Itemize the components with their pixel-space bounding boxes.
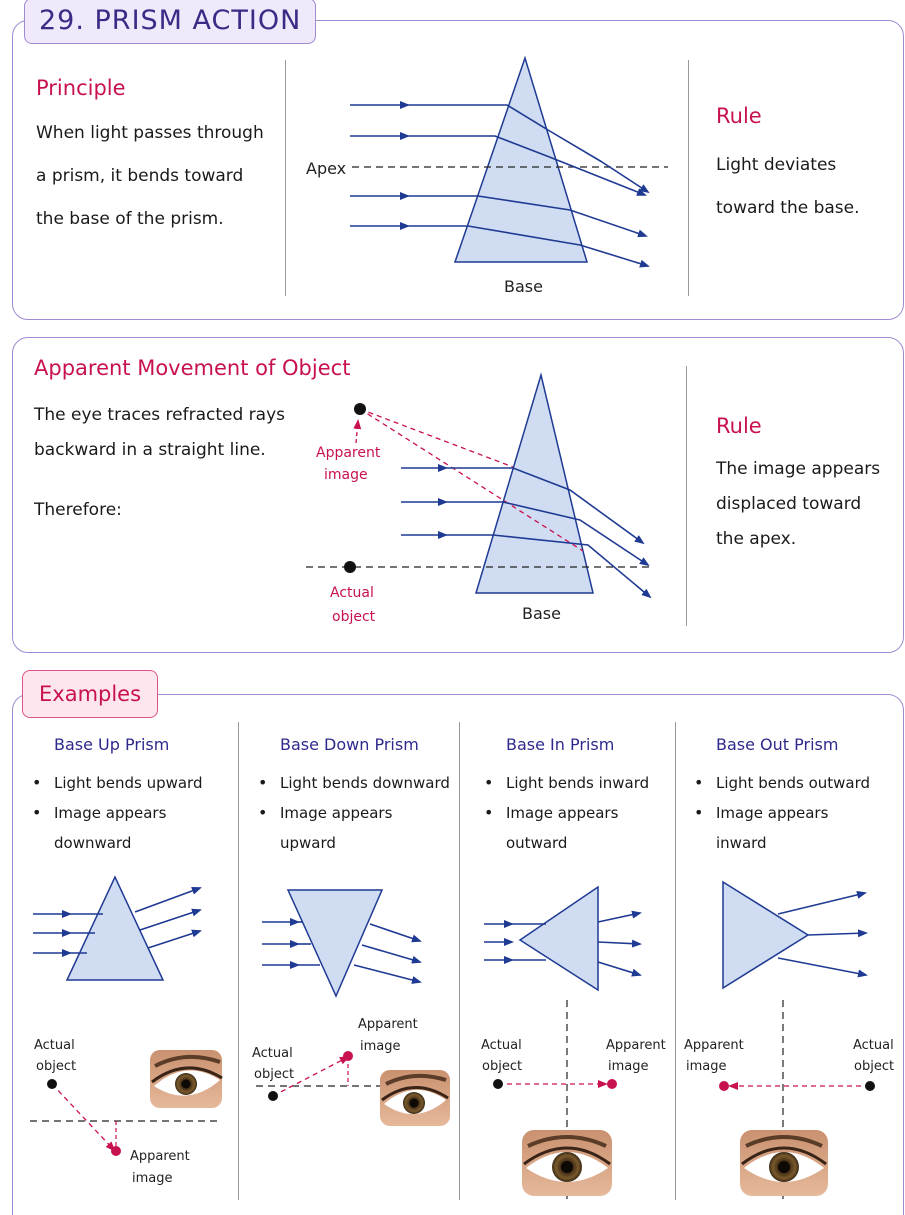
therefore-text: Therefore: xyxy=(34,500,122,520)
base-in-diagram xyxy=(481,887,666,1200)
apparent-text xyxy=(34,398,285,468)
ray xyxy=(598,942,640,944)
rule-text xyxy=(716,144,860,230)
actual-object-dot xyxy=(344,561,356,573)
actual-object-dot xyxy=(47,1079,57,1089)
apparent-image-label: Apparent xyxy=(606,1038,666,1053)
list-item: • Light bends inward xyxy=(482,768,672,798)
example-heading-base-in: Base In Prism xyxy=(506,735,615,754)
principle-line: the base of the prism. xyxy=(36,209,224,229)
divider xyxy=(686,366,687,626)
apparent-image-label: image xyxy=(132,1171,173,1186)
apparent-heading: Apparent Movement of Object xyxy=(34,356,351,380)
apparent-image-dot xyxy=(607,1079,617,1089)
prism-shape xyxy=(723,882,808,988)
example-heading-base-out: Base Out Prism xyxy=(716,735,839,754)
actual-object-label: object xyxy=(854,1059,895,1074)
ray xyxy=(778,958,866,975)
ray xyxy=(362,945,420,962)
base-label: Base xyxy=(504,277,543,296)
principle-line: When light passes through xyxy=(36,123,264,143)
apparent-image-dot xyxy=(354,403,366,415)
apparent-image-label: image xyxy=(360,1039,401,1054)
actual-object-label: object xyxy=(332,609,376,625)
actual-object-label: object xyxy=(482,1059,523,1074)
list-item: • Image appears downward xyxy=(30,798,184,858)
actual-object-label: Actual xyxy=(853,1038,894,1053)
ray xyxy=(370,924,420,941)
apparent-image-dot xyxy=(111,1146,121,1156)
actual-object-label: object xyxy=(36,1059,77,1074)
eye-icon xyxy=(380,1070,450,1126)
apparent-rule-heading: Rule xyxy=(716,414,762,438)
actual-object-dot xyxy=(268,1091,278,1101)
apparent-rule-text xyxy=(716,452,880,557)
base-down-diagram xyxy=(252,890,450,1126)
ray xyxy=(148,931,200,948)
apparent-image-label: Apparent xyxy=(684,1038,744,1053)
apparent-image-label: Apparent xyxy=(316,445,381,461)
rule-line: Light deviates xyxy=(716,155,837,175)
list-item: • Image appears upward xyxy=(256,798,410,858)
list-item: • Light bends upward xyxy=(30,768,230,798)
bullet-list xyxy=(256,768,456,858)
page-title: 29. PRISM ACTION xyxy=(24,0,316,44)
principle-text xyxy=(36,112,264,241)
base-out-diagram xyxy=(684,882,894,1200)
examples-tab: Examples xyxy=(22,670,158,718)
rule-line: displaced toward xyxy=(716,494,862,514)
example-heading-base-down: Base Down Prism xyxy=(280,735,419,754)
principle-heading: Principle xyxy=(36,76,126,100)
eye-icon xyxy=(150,1050,222,1108)
actual-object-label: Actual xyxy=(330,585,374,601)
apparent-image-label: Apparent xyxy=(130,1149,190,1164)
apparent-image-label: image xyxy=(608,1059,649,1074)
actual-object-label: Actual xyxy=(252,1046,293,1061)
principle-diagram xyxy=(290,40,685,310)
prism-shape xyxy=(476,375,593,593)
example-heading-base-up: Base Up Prism xyxy=(54,735,170,754)
apparent-image-label: image xyxy=(324,467,368,483)
prism-shape xyxy=(520,887,598,990)
base-up-diagram xyxy=(30,877,222,1186)
list-item: • Image appears outward xyxy=(482,798,636,858)
principle-line: a prism, it bends toward xyxy=(36,166,244,186)
rule-line: the apex. xyxy=(716,529,797,549)
trace-line xyxy=(52,1084,114,1150)
ray xyxy=(140,910,200,930)
apparent-image-label: Apparent xyxy=(358,1017,418,1032)
rule-line: The image appears xyxy=(716,459,881,479)
apparent-image-label: image xyxy=(686,1059,727,1074)
actual-object-label: Actual xyxy=(34,1038,75,1053)
apparent-line: backward in a straight line. xyxy=(34,440,266,460)
list-item: • Light bends downward xyxy=(256,768,456,798)
base-label: Base xyxy=(522,604,561,623)
apparent-image-dot xyxy=(719,1081,729,1091)
eye-icon xyxy=(522,1130,612,1196)
actual-object-label: object xyxy=(254,1067,295,1082)
ray xyxy=(598,913,640,922)
apex-label: Apex xyxy=(306,159,347,178)
eye-icon xyxy=(740,1130,828,1196)
prism-shape xyxy=(455,58,587,262)
prism-shape xyxy=(288,890,382,996)
list-item: • Image appears inward xyxy=(692,798,846,858)
bullet-list xyxy=(30,768,230,858)
apparent-image-dot xyxy=(343,1051,353,1061)
ray xyxy=(598,962,640,975)
actual-object-dot xyxy=(493,1079,503,1089)
bullet-list xyxy=(692,768,892,858)
apparent-line: The eye traces refracted rays xyxy=(34,405,285,425)
actual-object-label: Actual xyxy=(481,1038,522,1053)
apparent-arrow xyxy=(356,421,358,443)
bullet-list xyxy=(482,768,672,858)
list-item: • Light bends outward xyxy=(692,768,892,798)
rule-line: toward the base. xyxy=(716,198,860,218)
actual-object-dot xyxy=(865,1081,875,1091)
prism-shape xyxy=(67,877,163,980)
examples-diagram xyxy=(0,860,905,1200)
apparent-diagram xyxy=(298,365,680,635)
divider xyxy=(285,60,286,296)
ray xyxy=(354,965,420,982)
ray xyxy=(808,933,866,935)
rule-heading: Rule xyxy=(716,104,762,128)
ray xyxy=(778,893,865,914)
divider xyxy=(688,60,689,296)
ray xyxy=(135,888,200,912)
